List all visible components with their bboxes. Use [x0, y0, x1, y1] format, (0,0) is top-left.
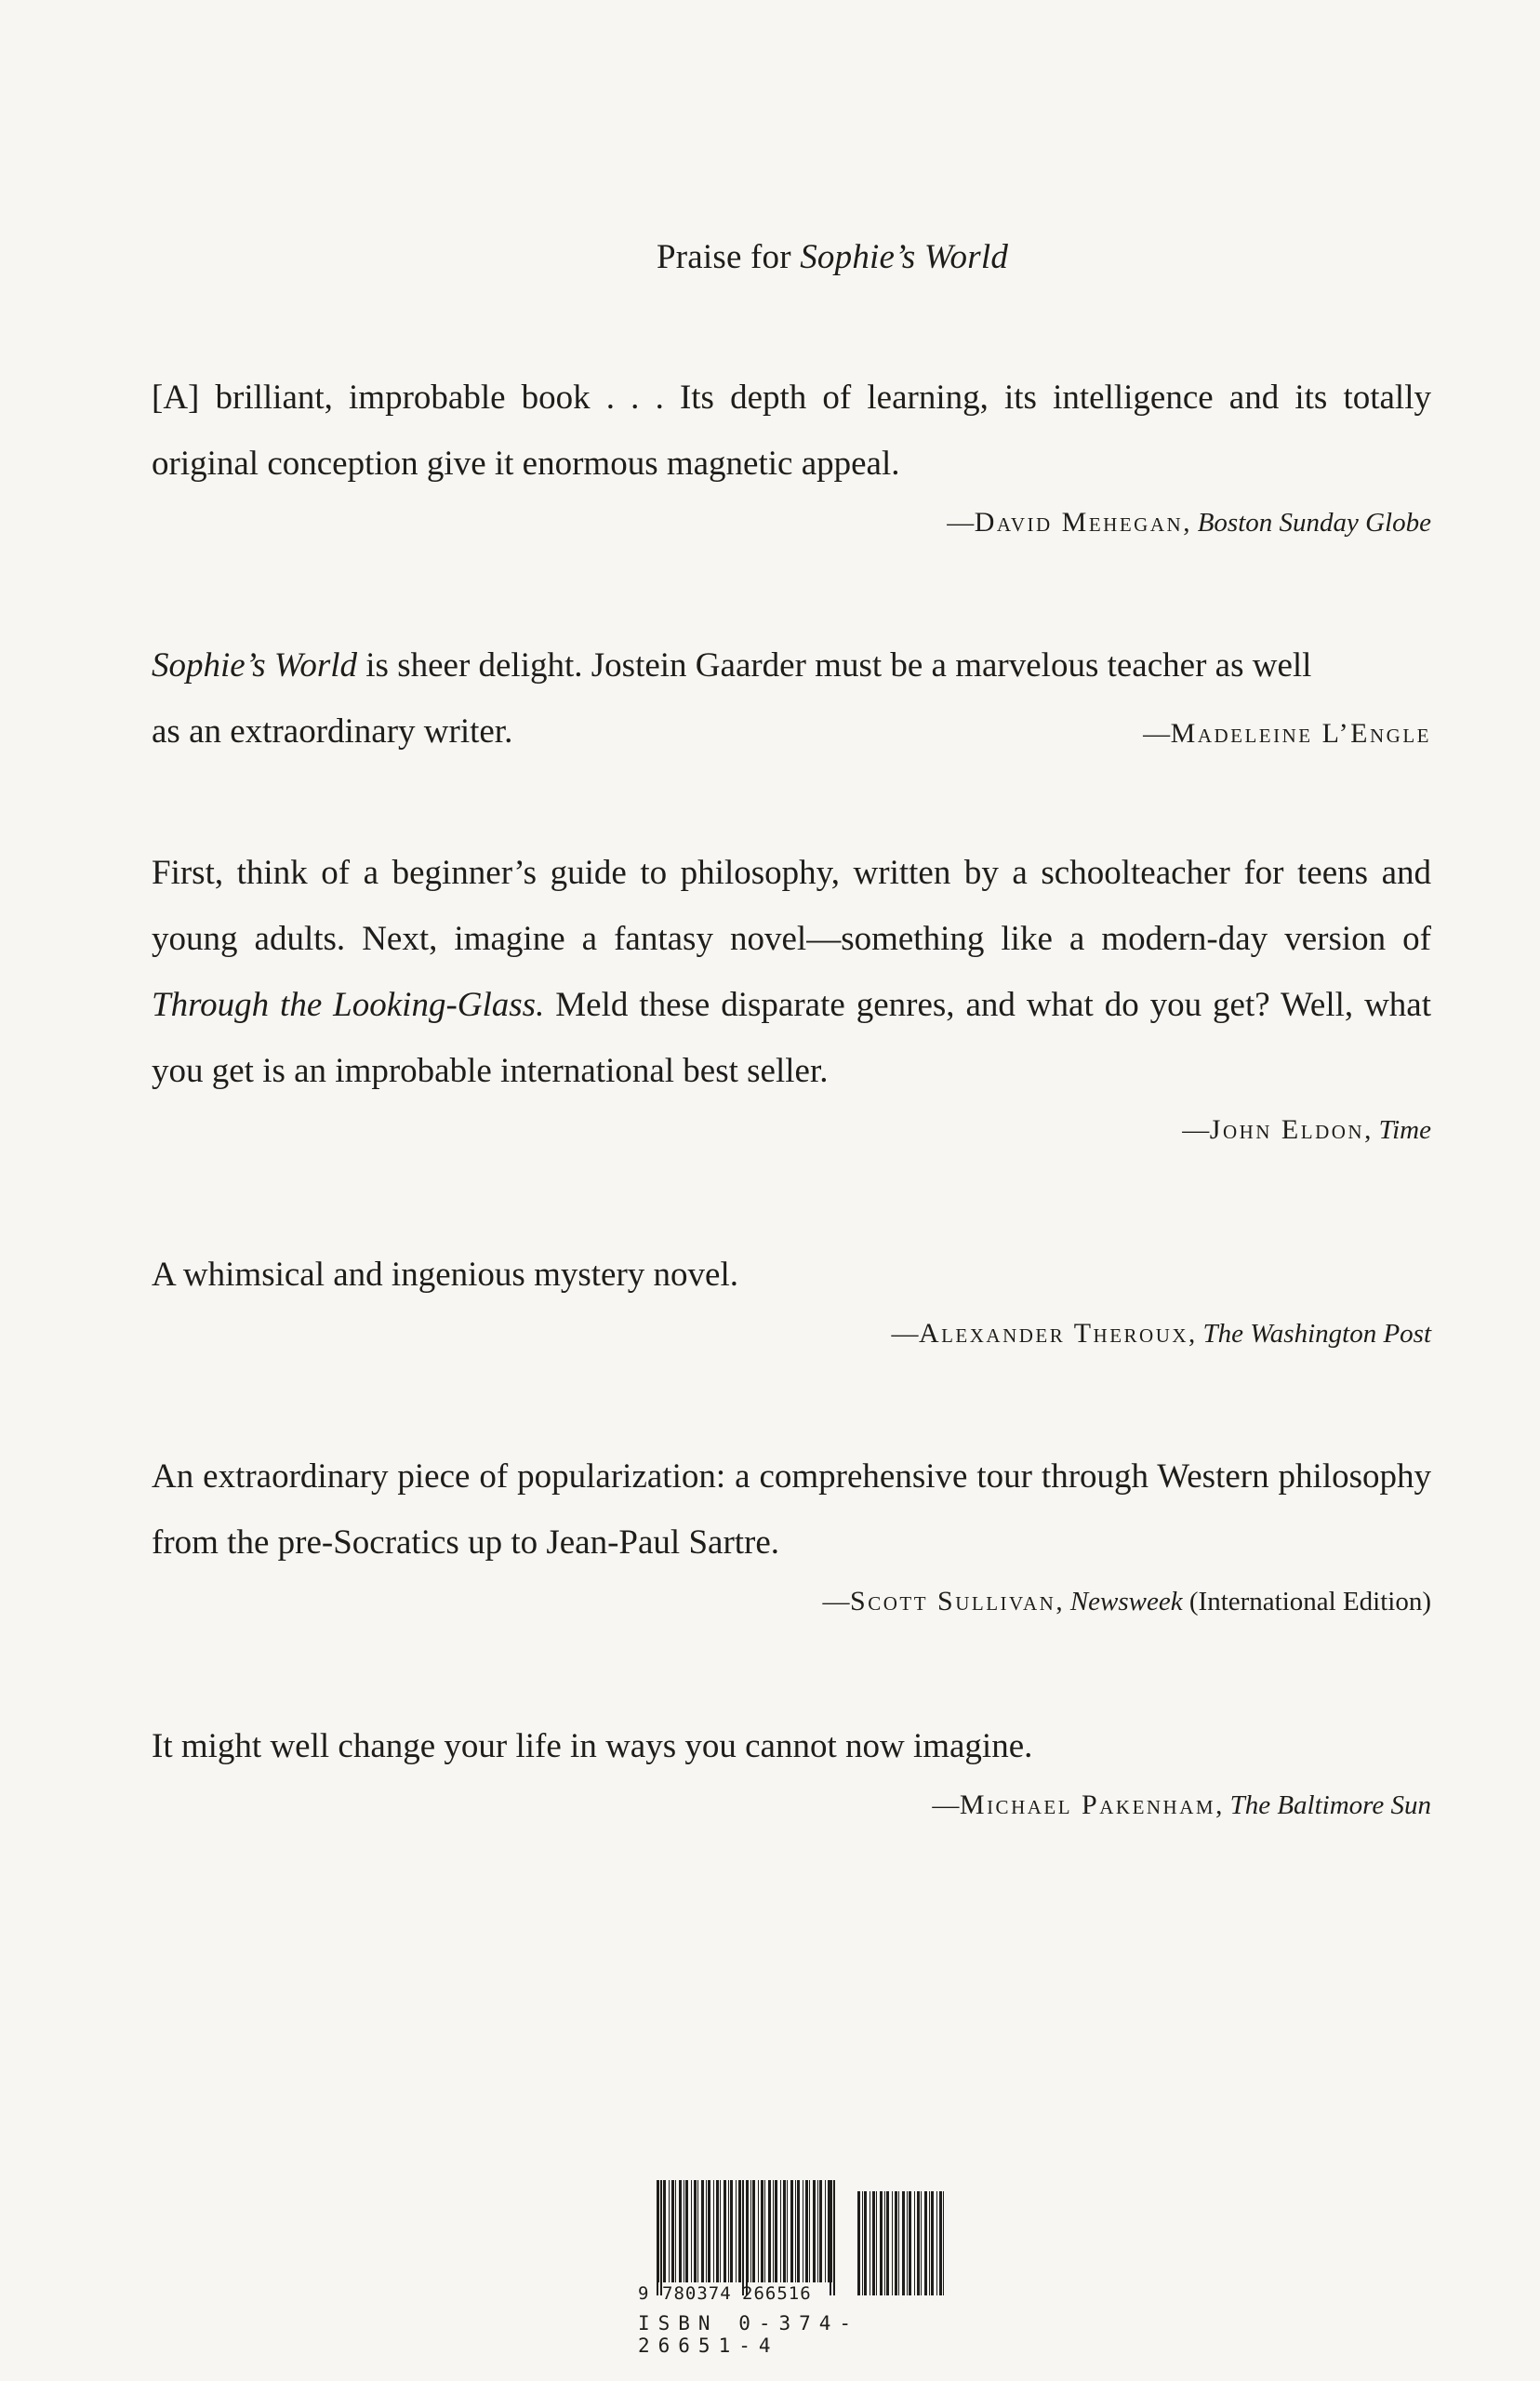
barcode-bar [708, 2180, 710, 2282]
attribution-dash: — [1143, 719, 1171, 749]
barcode-bar [857, 2191, 860, 2295]
barcode-bar [720, 2180, 721, 2282]
reviewer-name: Alexander Theroux [918, 1318, 1189, 1349]
barcode-bar [862, 2191, 863, 2295]
barcode-bar [831, 2180, 832, 2282]
publication-name: Time [1378, 1115, 1431, 1145]
praise-item-mehegan [152, 365, 1431, 541]
barcode-bar [924, 2191, 927, 2295]
barcode-bar [761, 2180, 763, 2282]
barcode-bar [713, 2180, 714, 2282]
quote-text: [A] brilliant, improbable book . . . Its depth of learning, its intelligence and its totally original conception give it enormous magnetic appeal. [152, 379, 1431, 483]
publication-name: Newsweek [1069, 1587, 1183, 1616]
barcode-bar [679, 2180, 682, 2282]
isbn-barcode [638, 2178, 945, 2357]
barcode-bar [929, 2191, 930, 2295]
barcode-bar [669, 2180, 670, 2282]
quote-text-part1: First, think of a beginner’s guide to philosophy, written by a schoolteacher for teens and young adults. Next, imagine a fantasy novel—something like a modern-day version of [152, 854, 1431, 958]
praise-item-sullivan [152, 1443, 1431, 1620]
barcode-guard-bar [830, 2180, 831, 2295]
barcode-bar [917, 2191, 920, 2295]
attribution-separator: , [1215, 1790, 1230, 1820]
publication-name: The Baltimore Sun [1229, 1790, 1431, 1820]
barcode-bar [819, 2180, 822, 2282]
attribution-dash: — [891, 1319, 919, 1349]
quote-text-part2: Meld these disparate genres, and what do you get? Well, what you get is an improbable international best seller. [152, 986, 1431, 1090]
attribution-separator: , [1364, 1115, 1379, 1145]
barcode-bar [752, 2180, 755, 2282]
barcode-bar [825, 2180, 826, 2282]
attribution [152, 504, 1431, 541]
barcode-bar [886, 2191, 889, 2295]
barcode-bar [921, 2191, 922, 2295]
quote-text: It might well change your life in ways you cannot now imagine. [152, 1727, 1033, 1765]
barcode-bar [675, 2180, 676, 2282]
barcode-bar [909, 2191, 911, 2295]
barcode-bar [738, 2180, 741, 2282]
heading-book-title: Sophie’s World [800, 238, 1009, 276]
barcode-bar [790, 2180, 793, 2282]
barcode-digit-first: 9 [638, 2283, 650, 2304]
attribution-dash: — [932, 1790, 960, 1820]
praise-item-theroux [152, 1242, 1431, 1352]
barcode-bar [697, 2180, 698, 2282]
barcode-bar [694, 2180, 697, 2282]
barcode-guard-bar [660, 2180, 662, 2295]
barcode-bar [775, 2180, 777, 2282]
barcode-bar [813, 2180, 816, 2282]
barcode-digits-right: 266516 [742, 2283, 812, 2304]
publication-edition: (International Edition) [1182, 1587, 1431, 1616]
attribution [152, 1583, 1431, 1620]
attribution [152, 1787, 1431, 1824]
quote-text-line2: as an extraordinary writer. [152, 712, 513, 751]
attribution-separator: , [1188, 1319, 1203, 1349]
barcode-bar [716, 2180, 719, 2282]
barcode-bar [943, 2191, 944, 2295]
reviewer-name: John Eldon [1209, 1114, 1365, 1145]
barcode-bar [809, 2180, 810, 2282]
reviewer-name: Madeleine L’Engle [1170, 718, 1431, 749]
quote-book-title: Sophie’s World [152, 646, 358, 685]
barcode-bar [898, 2191, 899, 2295]
reviewer-name: Michael Pakenham [959, 1789, 1216, 1820]
barcode-bar [795, 2180, 796, 2282]
barcode-bar [892, 2191, 893, 2295]
attribution-separator: , [1055, 1587, 1070, 1616]
barcode-bar [817, 2180, 818, 2282]
barcode-bar [914, 2191, 915, 2295]
praise-item-pakenham [152, 1713, 1431, 1824]
barcode-bar [728, 2180, 729, 2282]
barcode-bar [872, 2191, 875, 2295]
barcode-bar [783, 2180, 786, 2282]
attribution [152, 1315, 1431, 1352]
barcode-bar [764, 2180, 765, 2282]
attribution-dash: — [947, 508, 975, 538]
quote-last-line-row [152, 698, 1431, 765]
barcode-bar [805, 2180, 808, 2282]
quote-text [152, 840, 1431, 1104]
barcode-bar [724, 2180, 726, 2282]
barcode-bar [671, 2180, 674, 2282]
barcode-bar [880, 2191, 883, 2295]
heading-prefix: Praise for [656, 238, 801, 276]
barcode-guard-bar [746, 2180, 748, 2295]
barcode-bar [780, 2180, 781, 2282]
praise-heading [0, 237, 1540, 277]
barcode-bar [939, 2191, 942, 2295]
barcode-bar [936, 2191, 937, 2295]
barcode-bar [876, 2191, 877, 2295]
praise-item-lengle [152, 632, 1431, 765]
attribution-separator: , [1183, 508, 1198, 538]
barcode-bar [758, 2180, 759, 2282]
barcode-bar [787, 2180, 788, 2282]
publication-name: The Washington Post [1202, 1319, 1431, 1349]
publication-name: Boston Sunday Globe [1197, 508, 1431, 538]
reviewer-name: David Mehegan [974, 507, 1184, 538]
barcode-bar [768, 2180, 771, 2282]
barcode-bar [907, 2191, 908, 2295]
barcode-digits-left: 780374 [662, 2283, 732, 2304]
barcode-bar [750, 2180, 751, 2282]
attribution [152, 1111, 1431, 1149]
barcode-guard-bar [742, 2180, 744, 2295]
barcode-bar [691, 2180, 692, 2282]
barcode-bar [864, 2191, 867, 2295]
barcode-bar [736, 2180, 737, 2282]
quote-book-title: Through the Looking-Glass. [152, 986, 545, 1024]
quote-text [152, 632, 1431, 698]
barcode-bar [931, 2191, 934, 2295]
quote-text: A whimsical and ingenious mystery novel. [152, 1256, 738, 1294]
attribution-dash: — [822, 1587, 851, 1616]
praise-item-eldon [152, 840, 1431, 1149]
barcode-bar [773, 2180, 774, 2282]
reviewer-name: Scott Sullivan [850, 1586, 1056, 1616]
barcode-guard-bar [833, 2180, 835, 2295]
barcode-bar [685, 2180, 688, 2282]
quote-text-line1: is sheer delight. Jostein Gaarder must be a marvelous teacher as well [357, 646, 1312, 685]
barcode-bar [884, 2191, 885, 2295]
barcode-bar [706, 2180, 707, 2282]
isbn-text: ISBN 0-374-26651-4 [638, 2312, 860, 2357]
attribution-dash: — [1182, 1115, 1210, 1145]
quote-text: An extraordinary piece of popularization: a comprehensive tour through Western philosophy from the pre-Socratics up to Jean-Paul Sartre. [152, 1457, 1431, 1562]
barcode-guard-bar [657, 2180, 658, 2295]
barcode-bar [663, 2180, 666, 2282]
barcode-bar [730, 2180, 733, 2282]
barcode-bar [701, 2180, 704, 2282]
attribution [1143, 715, 1431, 752]
barcode-bar [797, 2180, 800, 2282]
barcode-bar [895, 2191, 897, 2295]
barcode-bar [902, 2191, 905, 2295]
